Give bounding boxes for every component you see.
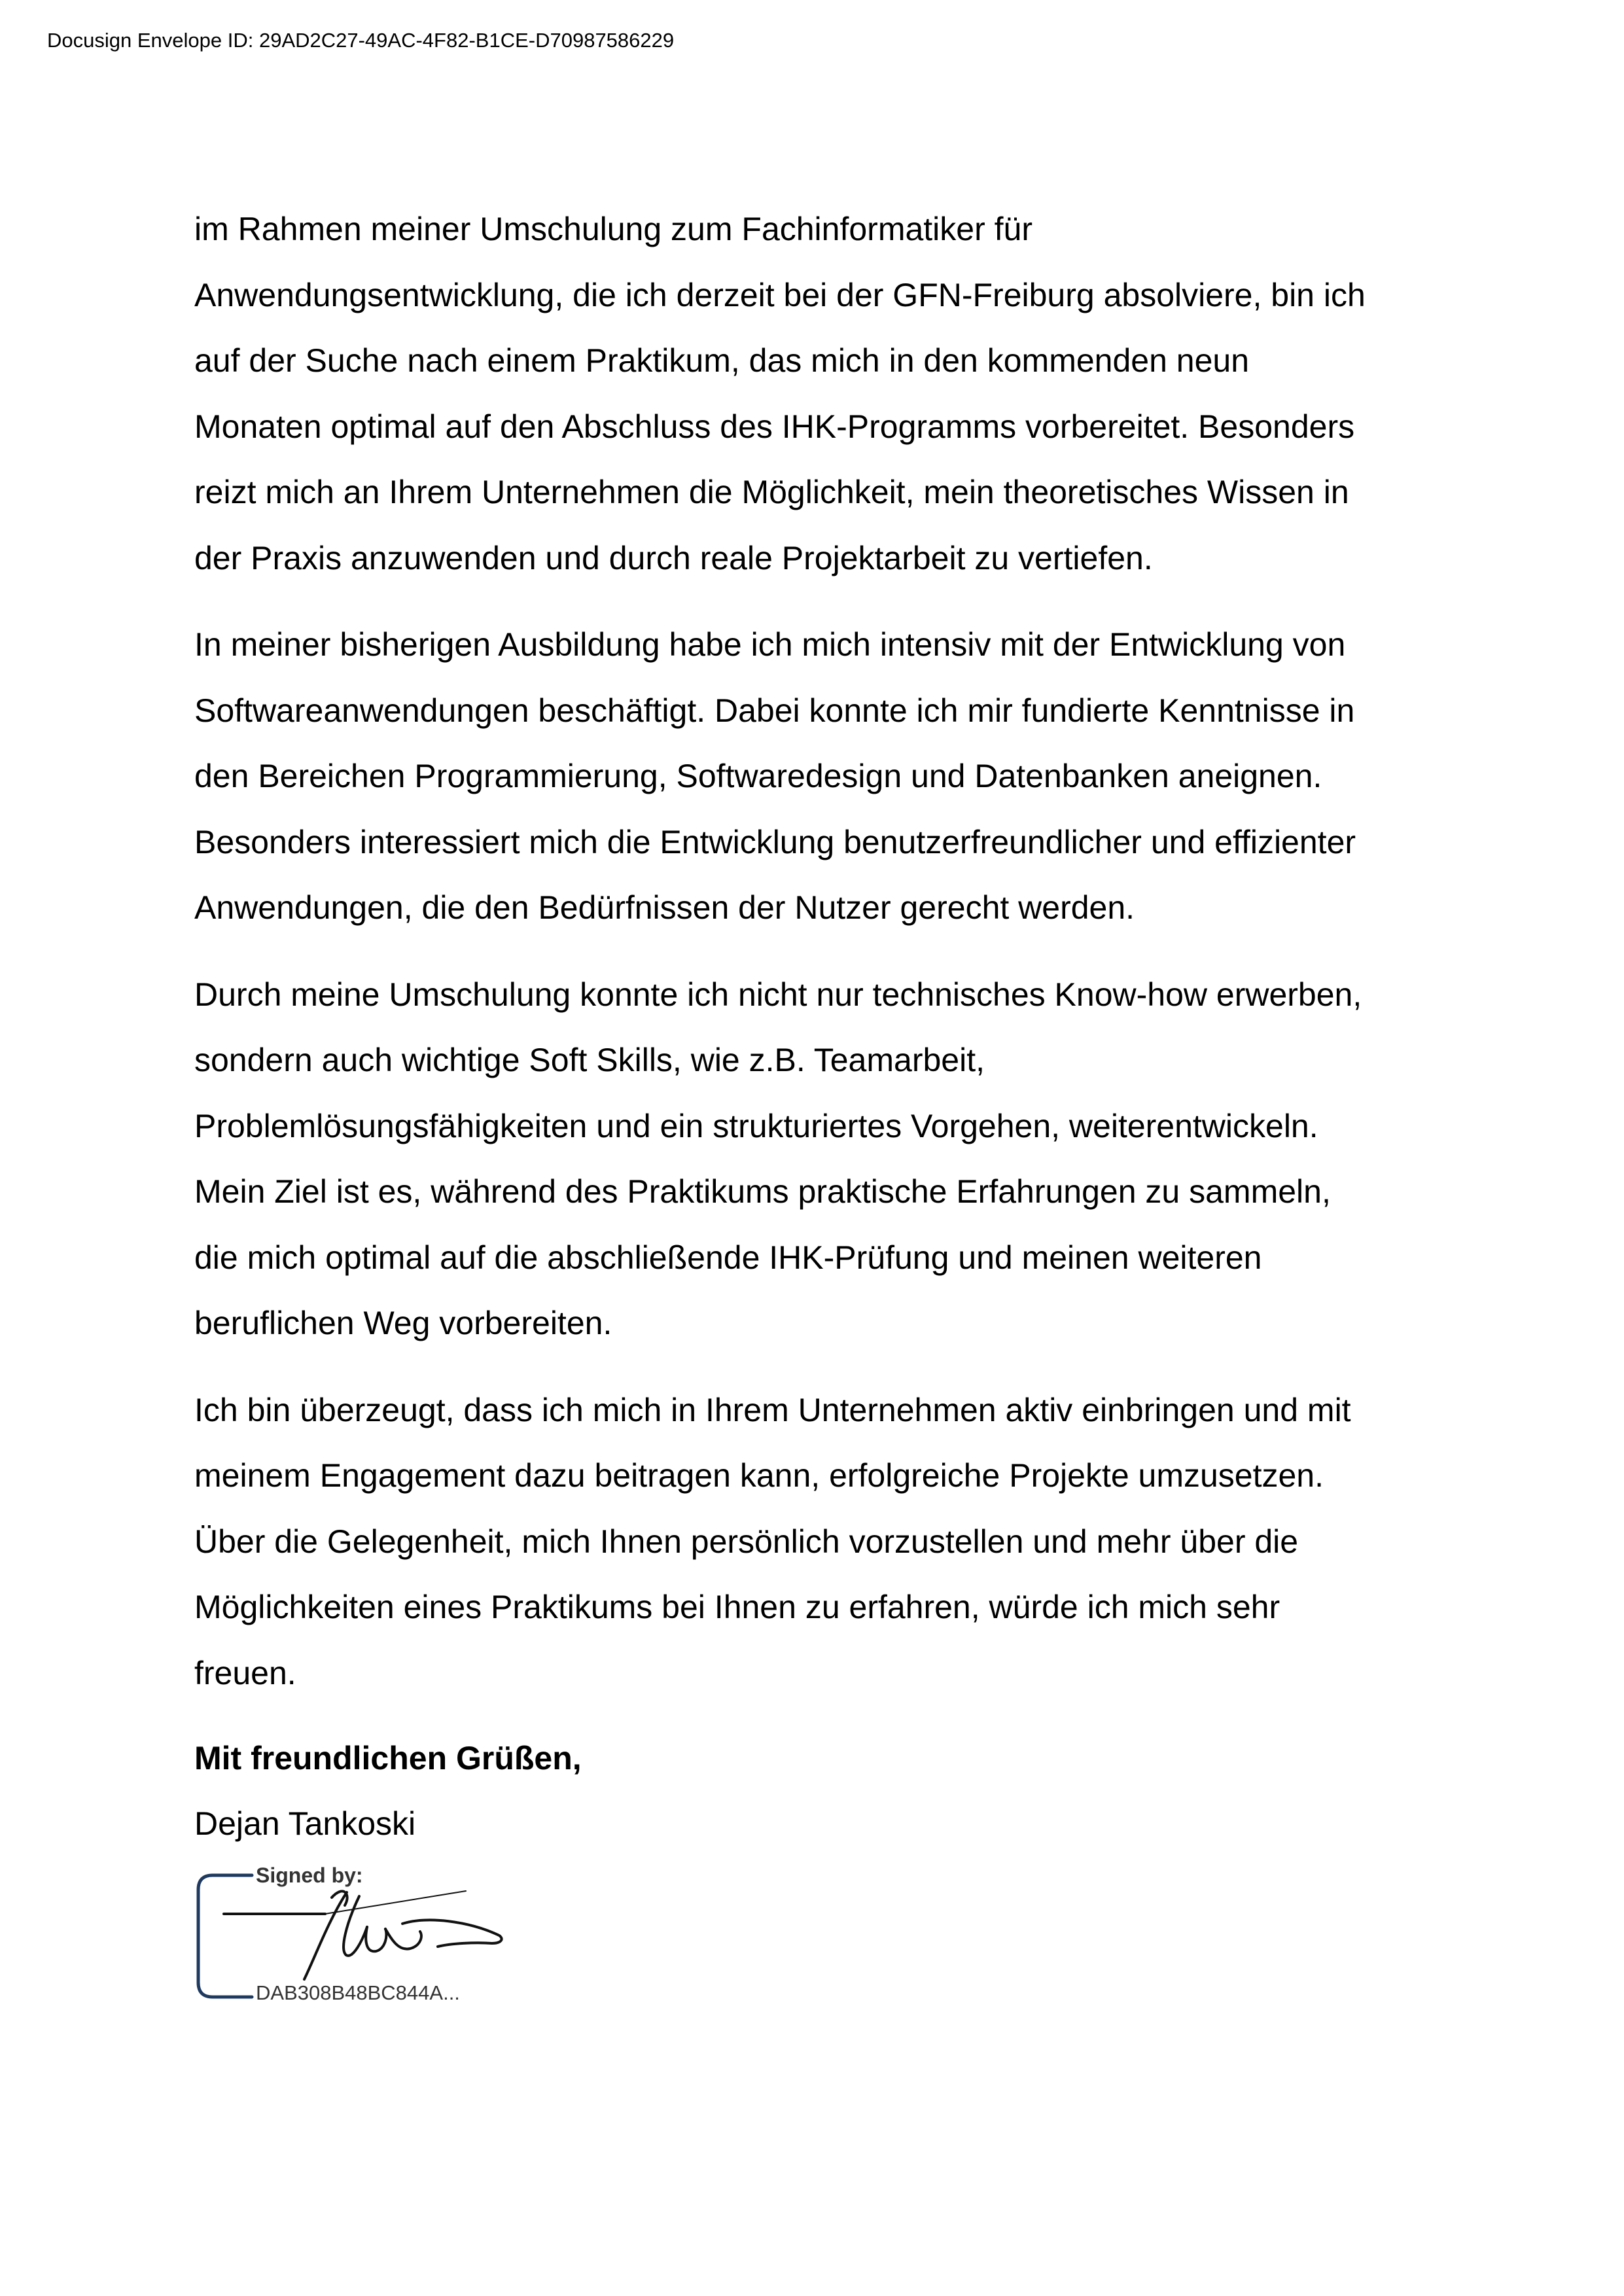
text-line: im Rahmen meiner Umschulung zum Fachinformatiker für xyxy=(194,211,1033,247)
signed-by-label: Signed by: xyxy=(256,1863,363,1887)
text-line: auf der Suche nach einem Praktikum, das mich in den kommenden neun xyxy=(194,342,1250,379)
closing-salutation: Mit freundlichen Grüßen, xyxy=(194,1740,582,1776)
text-line: den Bereichen Programmierung, Softwaredesign und Datenbanken aneignen. xyxy=(194,758,1322,794)
signer-name: Dejan Tankoski xyxy=(194,1805,416,1842)
signature-frame xyxy=(198,1875,252,1997)
text-line: In meiner bisherigen Ausbildung habe ich mich intensiv mit der Entwicklung von xyxy=(194,626,1346,663)
signature-ink xyxy=(224,1891,502,1979)
text-line: Anwendungsentwicklung, die ich derzeit bei der GFN-Freiburg absolviere, bin ich xyxy=(194,276,1366,313)
paragraph-intro xyxy=(194,196,1438,591)
text-line: Monaten optimal auf den Abschluss des IHK-Programms vorbereitet. Besonders xyxy=(194,408,1355,445)
text-line: der Praxis anzuwenden und durch reale Projektarbeit zu vertiefen. xyxy=(194,539,1153,576)
paragraph-skills xyxy=(194,962,1438,1356)
paragraph-motivation xyxy=(194,1377,1438,1706)
text-line: Ich bin überzeugt, dass ich mich in Ihrem Unternehmen aktiv einbringen und mit xyxy=(194,1391,1351,1428)
text-line: meinem Engagement dazu beitragen kann, erfolgreiche Projekte umzusetzen. xyxy=(194,1457,1324,1494)
text-line: reizt mich an Ihrem Unternehmen die Möglichkeit, mein theoretisches Wissen in xyxy=(194,474,1349,510)
text-line: Möglichkeiten eines Praktikums bei Ihnen zu erfahren, würde ich mich sehr xyxy=(194,1589,1280,1625)
text-line: Über die Gelegenheit, mich Ihnen persönlich vorzustellen und mehr über die xyxy=(194,1523,1299,1560)
text-line: Softwareanwendungen beschäftigt. Dabei konnte ich mir fundierte Kenntnisse in xyxy=(194,692,1355,729)
text-line: Durch meine Umschulung konnte ich nicht nur technisches Know-how erwerben, xyxy=(194,976,1362,1013)
letter-body xyxy=(194,196,1438,1727)
text-line: Anwendungen, die den Bedürfnissen der Nutzer gerecht werden. xyxy=(194,889,1135,926)
text-line: beruflichen Weg vorbereiten. xyxy=(194,1305,612,1341)
text-line: Mein Ziel ist es, während des Praktikums praktische Erfahrungen zu sammeln, xyxy=(194,1173,1331,1210)
paragraph-education xyxy=(194,612,1438,941)
text-line: die mich optimal auf die abschließende IHK-Prüfung und meinen weiteren xyxy=(194,1239,1262,1276)
signature-block xyxy=(194,1858,535,2022)
envelope-id: Docusign Envelope ID: 29AD2C27-49AC-4F82-B1CE-D70987586229 xyxy=(47,29,675,52)
text-line: sondern auch wichtige Soft Skills, wie z.B. Teamarbeit, xyxy=(194,1042,985,1078)
text-line: Besonders interessiert mich die Entwicklung benutzerfreundlicher und effizienter xyxy=(194,823,1356,860)
text-line: freuen. xyxy=(194,1654,296,1691)
signature-id: DAB308B48BC844A... xyxy=(256,1981,460,2004)
text-line: Problemlösungsfähigkeiten und ein strukturiertes Vorgehen, weiterentwickeln. xyxy=(194,1107,1318,1144)
